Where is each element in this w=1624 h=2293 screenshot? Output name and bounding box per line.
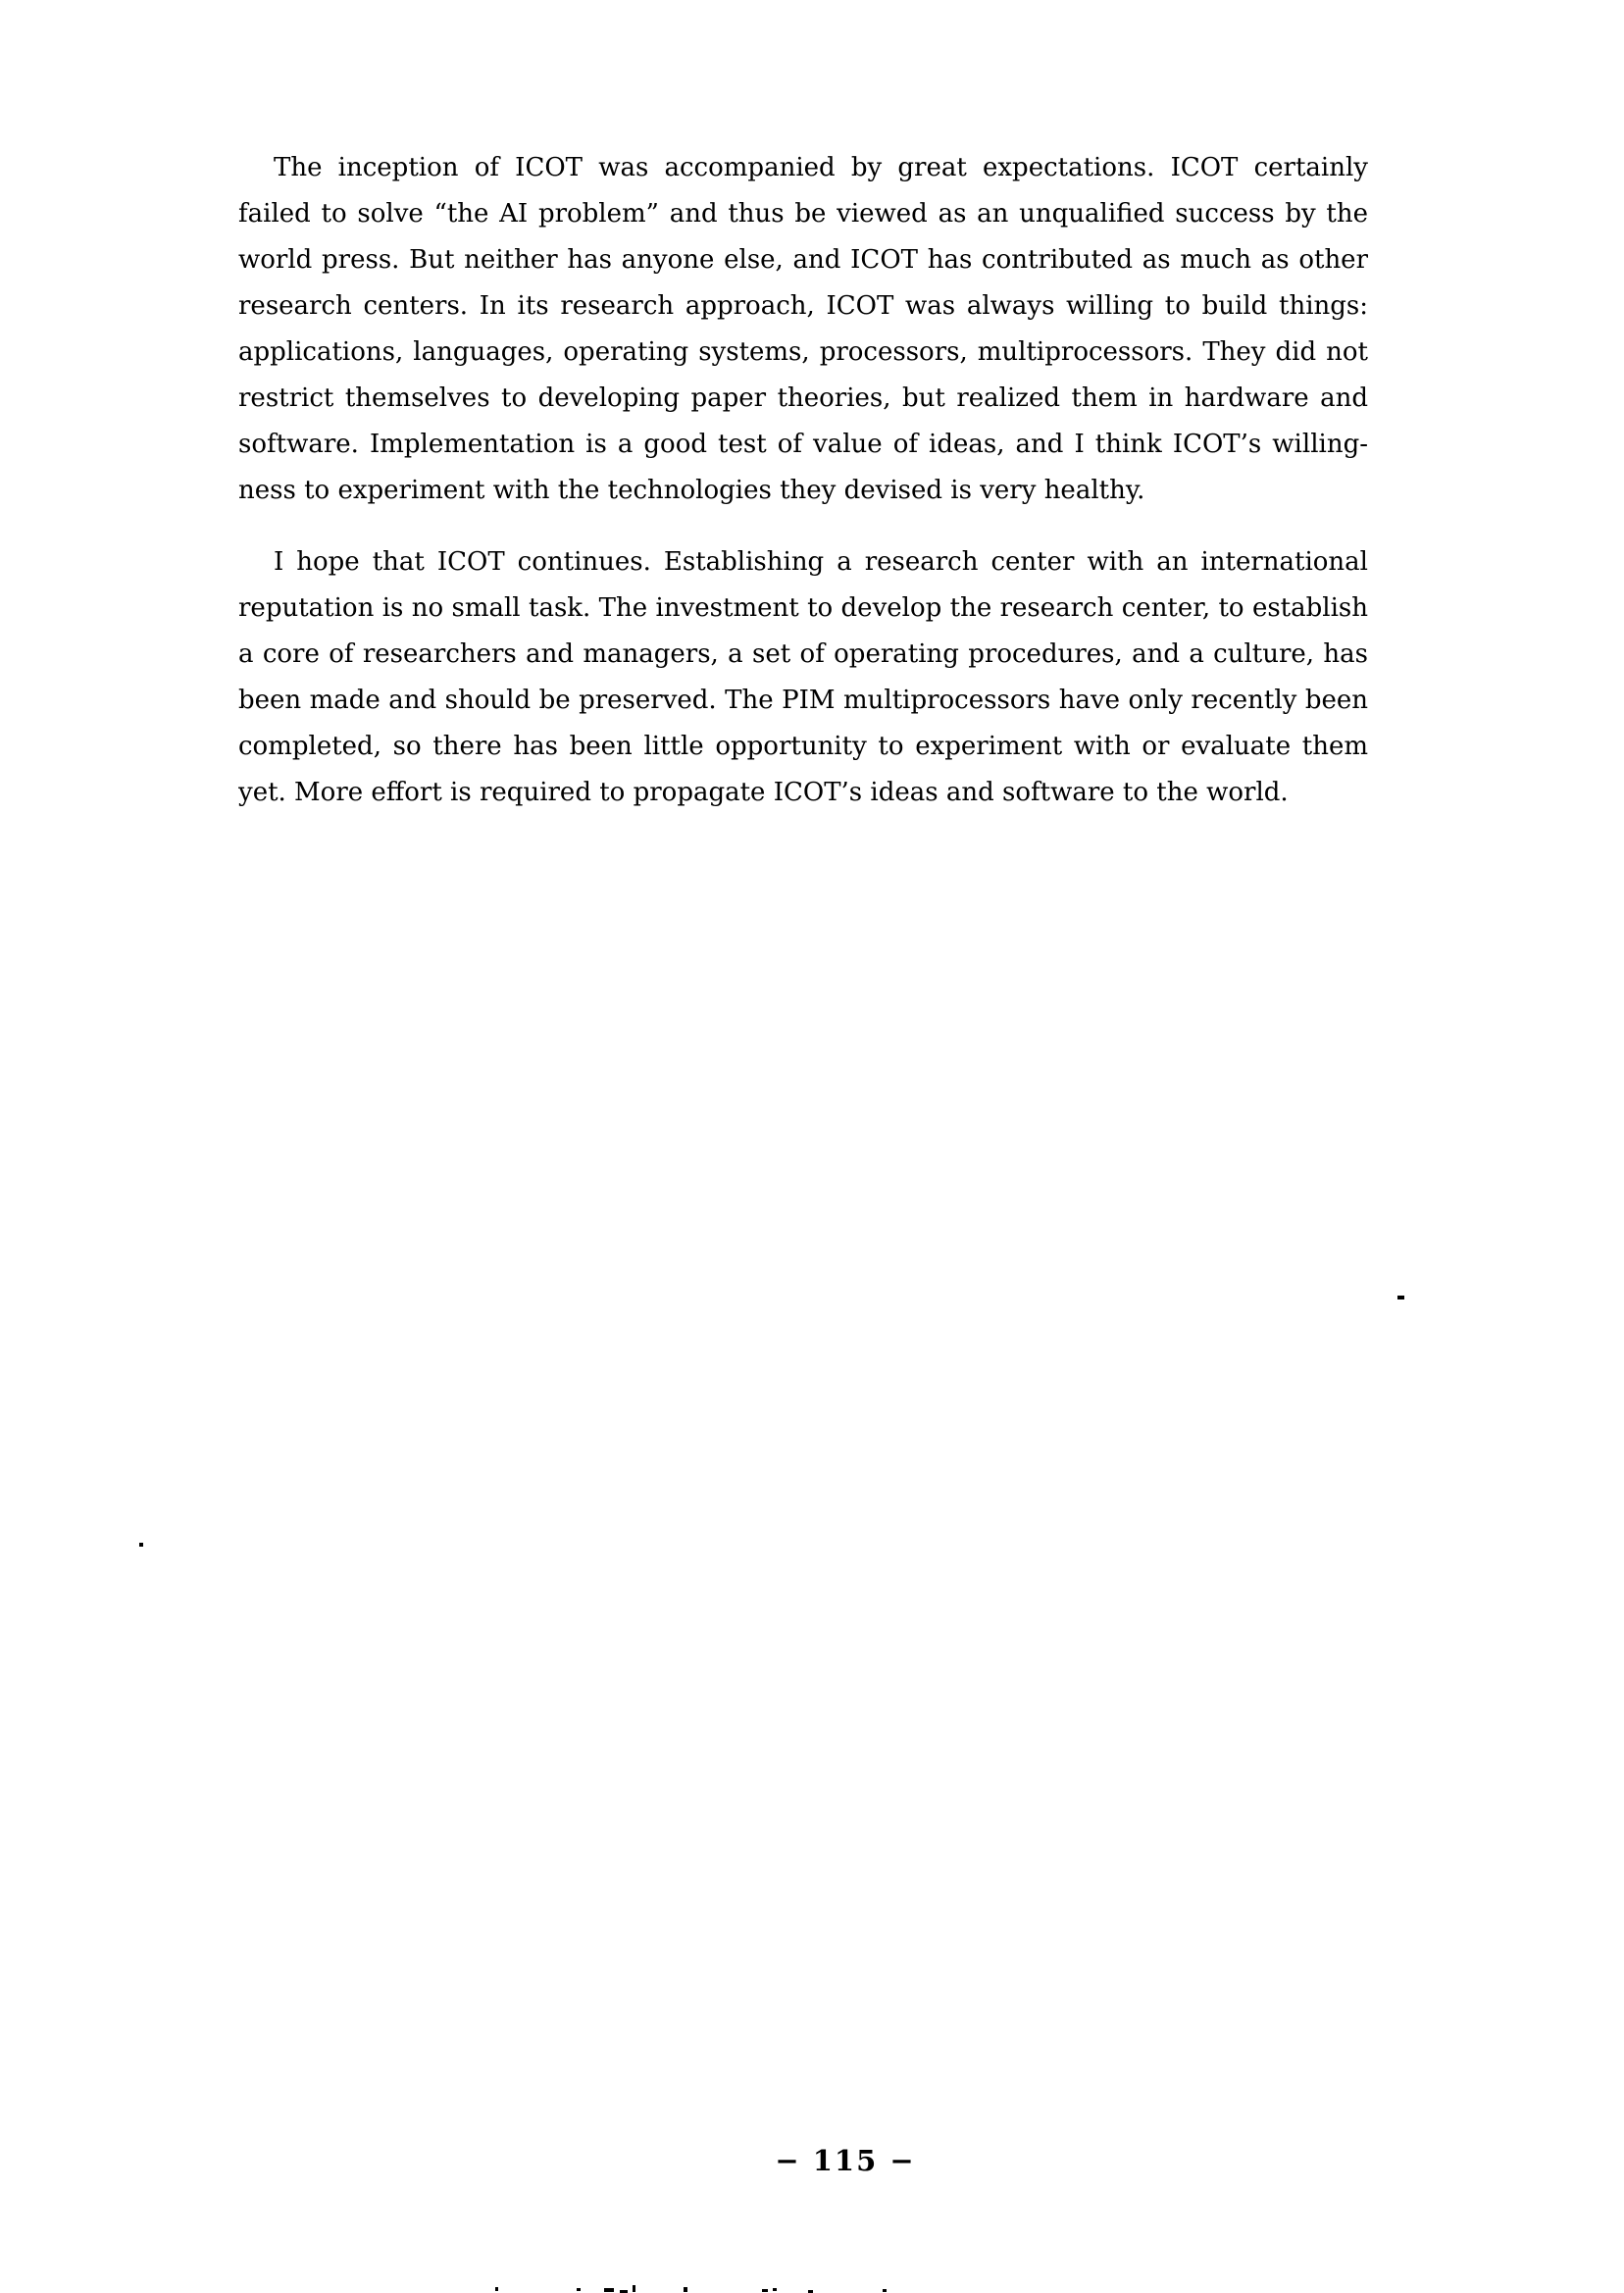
scan-speck (883, 2289, 887, 2292)
text-line: applications, languages, operating systems, processors, multiprocessors. They did not (238, 337, 1368, 367)
scan-speck (762, 2289, 768, 2292)
text-line: a core of researchers and managers, a set of operating procedures, and a culture, has (238, 639, 1368, 669)
scan-speck (1397, 1296, 1404, 1299)
paragraph (238, 539, 1368, 816)
text-line: completed, so there has been little opportunity to experiment with or evaluate them (238, 732, 1368, 761)
scan-speck (577, 2288, 581, 2291)
text-line: been made and should be preserved. The PIM multiprocessors have only recently been (238, 686, 1368, 715)
scan-speck (773, 2288, 777, 2291)
text-line: research centers. In its research approach, ICOT was always willing to build things: (238, 291, 1368, 321)
scan-speck (684, 2287, 687, 2292)
text-line: restrict themselves to developing paper theories, but realized them in hardware and (238, 383, 1368, 413)
page-number: − 115 − (775, 2144, 916, 2177)
scan-speck (495, 2287, 498, 2291)
text-line: reputation is no small task. The investment to develop the research center, to establish (238, 593, 1368, 623)
scan-speck (604, 2288, 614, 2292)
page-number-row (67, 2144, 1624, 2177)
text-line: world press. But neither has anyone else, and ICOT has contributed as much as other (238, 245, 1368, 275)
text-line: failed to solve “the AI problem” and thus be viewed as an unqualified success by the (238, 199, 1368, 229)
text-line: The inception of ICOT was accompanied by great expectations. ICOT certainly (274, 153, 1368, 182)
text-line: ness to experiment with the technologies they devised is very healthy. (238, 476, 1145, 505)
body-text (238, 145, 1368, 816)
paragraph (238, 145, 1368, 514)
scan-speck (633, 2285, 635, 2292)
text-line: I hope that ICOT continues. Establishing a research center with an international (274, 547, 1368, 577)
text-line: software. Implementation is a good test of value of ideas, and I think ICOT’s willing- (238, 430, 1368, 459)
scan-speck (139, 1543, 143, 1547)
text-line: yet. More effort is required to propagate ICOT’s ideas and software to the world. (238, 778, 1289, 807)
